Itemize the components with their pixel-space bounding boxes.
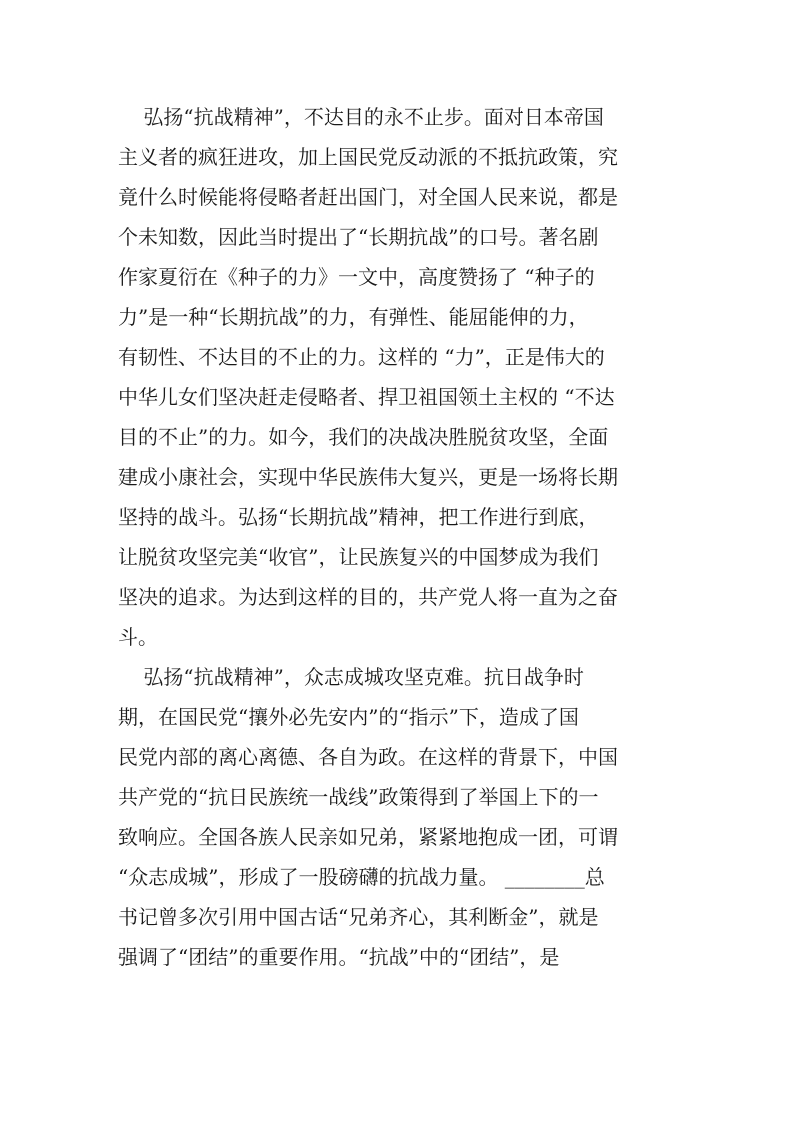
text-line: 坚决的追求。为达到这样的目的，共产党人将一直为之奋 [118,585,618,609]
text-line: 共产党的“抗日民族统一战线”政策得到了举国上下的一 [118,785,599,809]
text-line: 书记曾多次引用中国古话“兄弟齐心，其利断金”，就是 [118,905,599,929]
text-line: 个未知数，因此当时提出了“长期抗战”的口号。著名剧 [118,225,599,249]
text-line: 中华儿女们坚决赶走侵略者、捍卫祖国领土主权的 “不达 [118,385,615,409]
text-line: 期，在国民党“攘外必先安内”的“指示”下，造成了国 [118,705,579,729]
text-line: 竟什么时候能将侵略者赶出国门，对全国人民来说，都是 [118,185,618,209]
text-line: 作家夏衍在《种子的力》一文中，高度赞扬了 “种子的 [118,265,595,289]
text-line: 坚持的战斗。弘扬“长期抗战”精神，把工作进行到底， [118,505,599,529]
text-line: 目的不止”的力。如今，我们的决战决胜脱贫攻坚，全面 [118,425,609,449]
text-line: 强调了“团结”的重要作用。“抗战”中的“团结”，是 [118,945,560,969]
text-line: 力”是一种“长期抗战”的力，有弹性、能屈能伸的力， [118,305,589,329]
text-line: 斗。 [118,625,158,649]
text-line: 建成小康社会，实现中华民族伟大复兴，更是一场将长期 [118,465,618,489]
body-text [118,97,678,977]
text-line: “众志成城”，形成了一股磅礴的抗战力量。 ________总 [118,865,605,889]
text-line: 让脱贫攻坚完美“收官”，让民族复兴的中国梦成为我们 [118,545,599,569]
text-line: 民党内部的离心离德、各自为政。在这样的背景下，中国 [118,745,618,769]
text-line: 有韧性、不达目的不止的力。这样的 “力”，正是伟大的 [118,345,605,369]
text-line: 致响应。全国各族人民亲如兄弟，紧紧地抱成一团，可谓 [118,825,618,849]
text-line: 主义者的疯狂进攻，加上国民党反动派的不抵抗政策，究 [118,145,618,169]
text-line: 弘扬“抗战精神”，不达目的永不止步。面对日本帝国 [118,105,604,129]
text-line: 弘扬“抗战精神”，众志成城攻坚克难。抗日战争时 [118,665,584,689]
